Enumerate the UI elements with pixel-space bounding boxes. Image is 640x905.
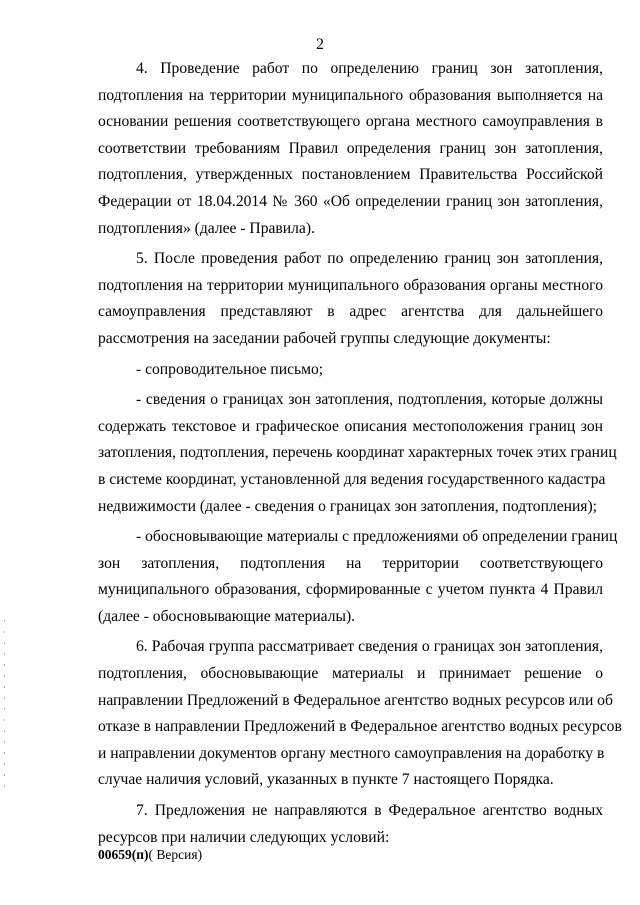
document-code: 00659(п) [98,847,149,862]
text-line: содержать текстовое и графическое описания местоположения границ зон [98,417,603,435]
text-line: подтопления на территории муниципального образования выполняется на [98,86,603,104]
paragraph-7 [98,798,603,851]
document-footer [98,846,202,864]
text-line: зон затопления, подтопления на территории соответствующего [98,554,603,572]
text-line: основании решения соответствующего органа местного самоуправления в [98,113,603,131]
text-line: направлении Предложений в Федеральное агентство водных ресурсов или об [98,691,613,709]
text-line: недвижимости (далее - сведения о границах зон затопления, подтопления); [98,497,598,515]
text-line: подтопления, обосновывающие материалы и принимает решение о [98,665,603,683]
text-line: подтопления на территории муниципального образования органы местного [98,276,603,294]
text-line: подтопления, утвержденных постановлением Правительства Российской [98,166,603,184]
text-line: 5. После проведения работ по определению границ зон затопления, [136,250,603,268]
text-line: ресурсов при наличии следующих условий: [98,828,390,846]
text-line: отказе в направлении Предложений в Федеральное агентство водных ресурсов [98,718,622,736]
scan-margin-marks [2,620,8,820]
list-item-supporting-materials [98,524,618,630]
paragraph-5 [98,246,603,352]
text-line: 7. Предложения не направляются в Федеральное агентство водных [136,802,603,820]
text-line: - обосновывающие материалы с предложениями об определении границ [136,528,618,546]
text-line: (далее - обосновывающие материалы). [98,607,356,625]
document-body [98,56,622,851]
text-line: Федерации от 18.04.2014 № 360 «Об определении границ зон затопления, [98,192,603,210]
text-line: в системе координат, установленной для ведения государственного кадастра [98,470,606,488]
text-line: рассмотрения на заседании рабочей группы следующие документы: [98,329,551,347]
text-line: муниципального образования, сформированные с учетом пункта 4 Правил [98,581,603,599]
list-item-boundary-info [98,387,617,520]
document-version: ( Версия) [148,847,203,862]
text-line: и направлении документов органу местного самоуправления на доработку в [98,744,605,762]
paragraph-4 [98,56,603,242]
text-line: 4. Проведение работ по определению границ зон затопления, [136,60,603,77]
page-number: 2 [316,36,324,53]
list-item-cover-letter [98,357,603,384]
text-line: случае наличия условий, указанных в пункте 7 настоящего Порядка. [98,771,554,789]
text-line: - сопроводительное письмо; [136,360,324,378]
text-line: самоуправления представляют в адрес агентства для дальнейшего [98,303,603,321]
text-line: - сведения о границах зон затопления, подтопления, которые должны [136,391,603,409]
text-line: затопления, подтопления, перечень координат характерных точек этих границ [98,444,617,462]
text-line: 6. Рабочая группа рассматривает сведения о границах зон затопления, [136,638,603,656]
text-line: соответствии требованиям Правил определения границ зон затопления, [98,139,603,157]
paragraph-6 [98,634,622,794]
text-line: подтопления» (далее - Правила). [98,219,315,237]
